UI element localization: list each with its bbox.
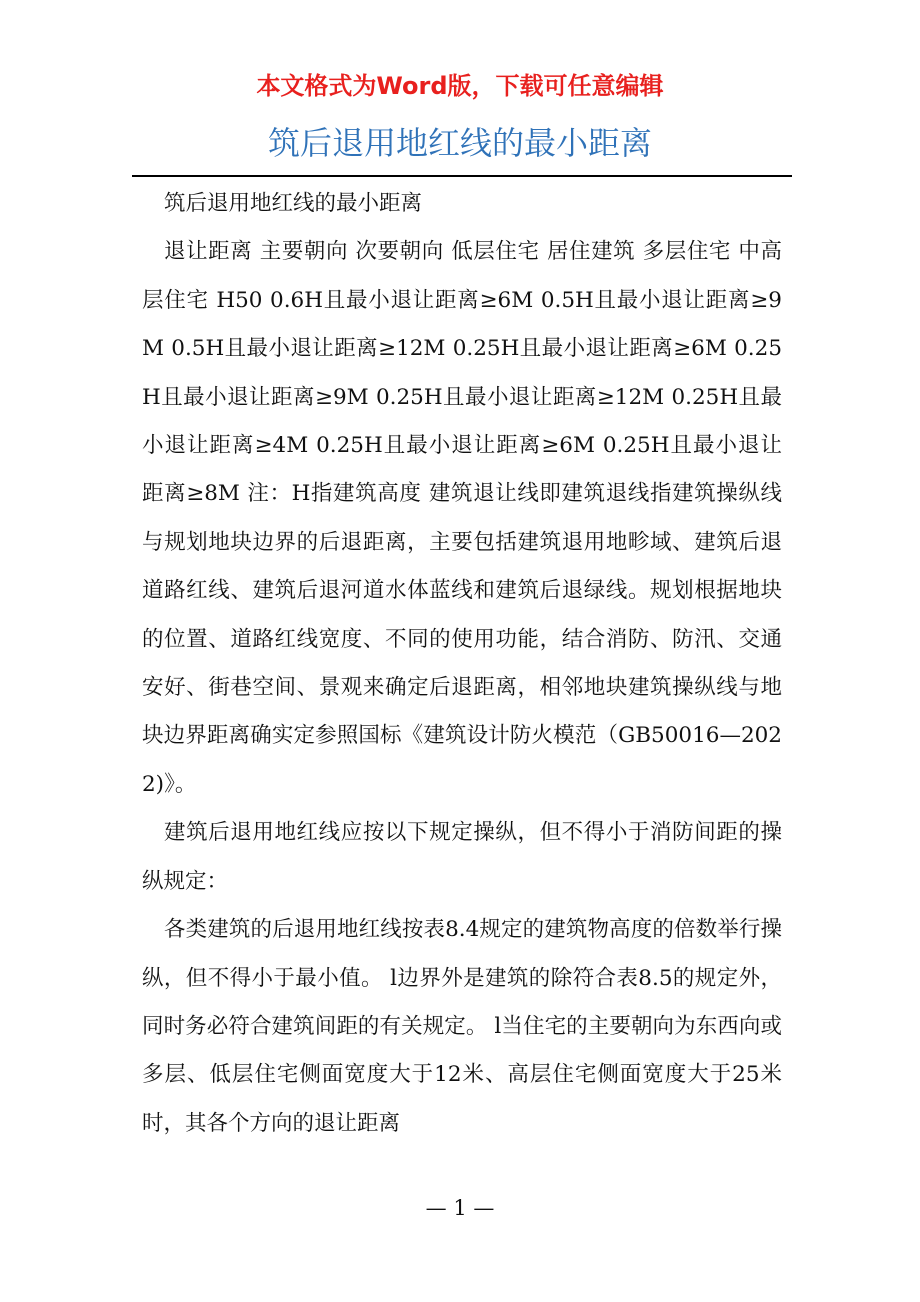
paragraph-heading: 筑后退用地红线的最小距离	[164, 191, 423, 216]
page-number: — 1 —	[425, 1196, 495, 1220]
paragraph-height-multiple: 各类建筑的后退用地红线按表8.4规定的建筑物高度的倍数举行操纵，但不得小于最小值。 l边界外是建筑的除符合表8.5的规定外，同时务必符合建筑间距的有关规定。 l当住宅的主要朝向为东西向或多层、低层住宅侧面宽度大于12米、高层住宅侧面宽度大于25米时，其各个方向的退让距离	[142, 917, 782, 1136]
title-divider	[132, 175, 792, 177]
document-title: 筑后退用地红线的最小距离	[267, 124, 652, 162]
paragraph-redline-rule: 建筑后退用地红线应按以下规定操纵，但不得小于消防间距的操纵规定：	[142, 820, 782, 894]
document-body	[142, 180, 782, 1148]
paragraph-setback-table: 退让距离 主要朝向 次要朝向 低层住宅 居住建筑 多层住宅 中高层住宅 H50 0.6H且最小退让距离≥6M 0.5H且最小退让距离≥9M 0.5H且最小退让距离≥12M 0.25H且最小退让距离≥6M 0.25H且最小退让距离≥9M 0.25H且最小退让距离≥12M 0.25H且最小退让距离≥4M 0.25H且最小退让距离≥6M 0.25H且最小退让距离≥8M 注：H指建筑高度 建筑退让线即建筑退线指建筑操纵线与规划地块边界的后退距离，主要包括建筑退用地畛域、建筑后退道路红线、建筑后退河道水体蓝线和建筑后退绿线。规划根据地块的位置、道路红线宽度、不同的使用功能，结合消防、防汛、交通安好、街巷空间、景观来确定后退距离，相邻地块建筑操纵线与地块边界距离确实定参照国标《建筑设计防火模范（GB50016—2022)》。	[142, 239, 782, 797]
format-banner: 本文格式为Word版，下载可任意编辑	[256, 72, 664, 100]
